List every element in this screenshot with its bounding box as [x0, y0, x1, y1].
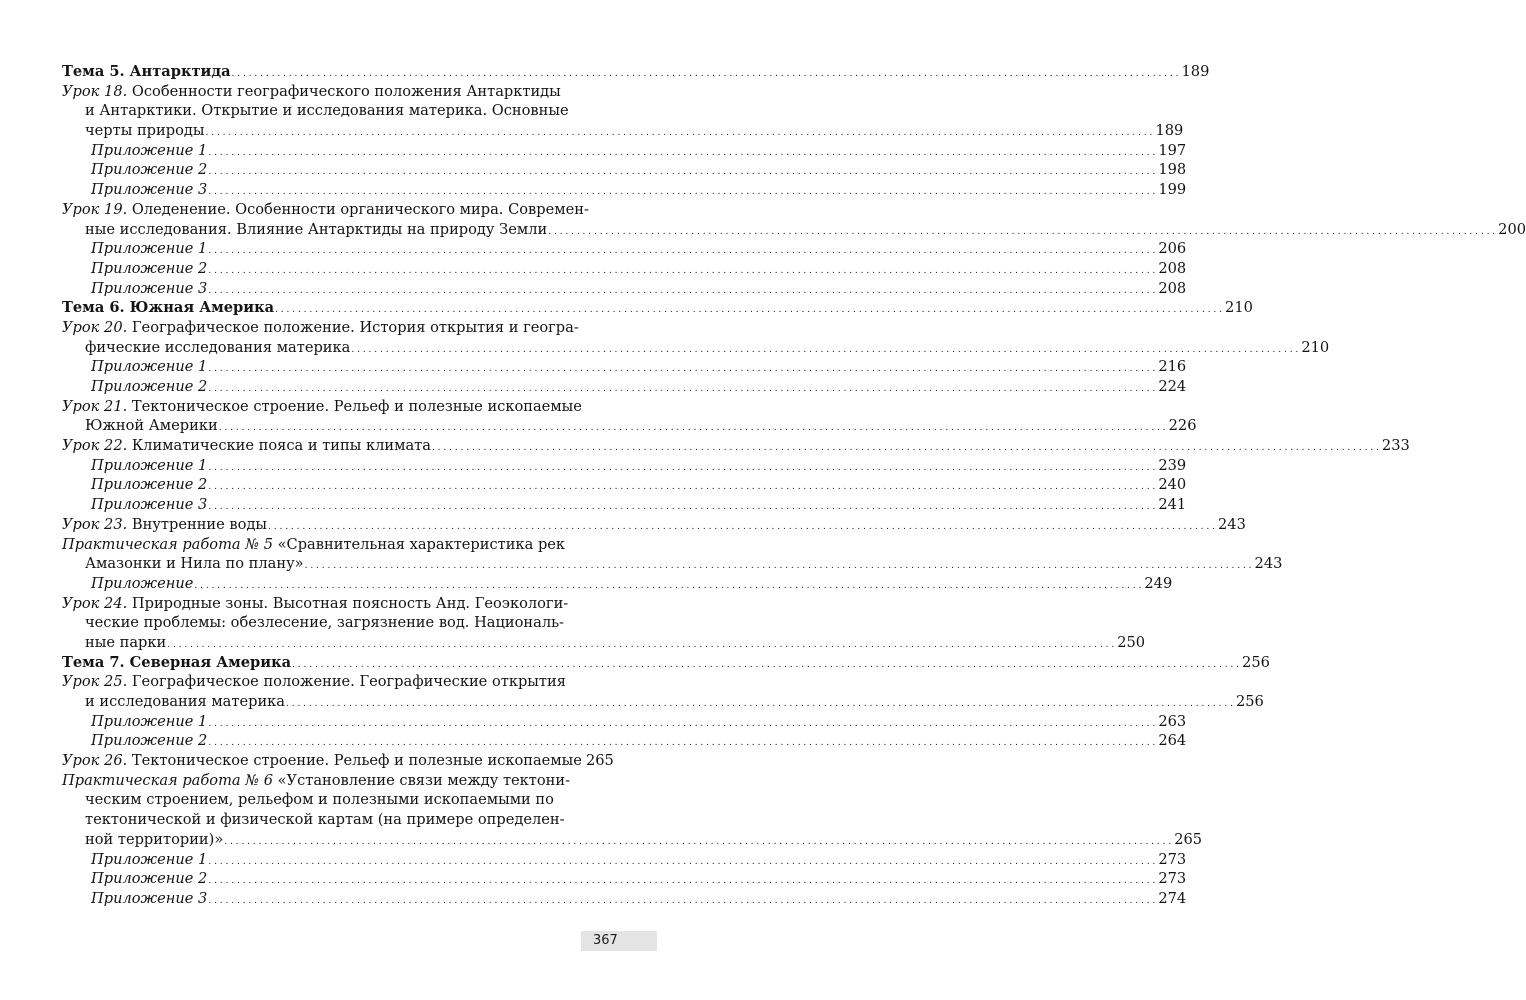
toc-line	[62, 377, 1187, 397]
toc-line	[62, 574, 1173, 594]
entry-text: черты природы	[85, 122, 205, 140]
appendix-label: Приложение 1	[91, 358, 208, 376]
lesson-label: Урок 20.	[62, 318, 128, 336]
toc-line	[62, 397, 597, 417]
toc-line	[62, 279, 1187, 299]
appendix-label: Приложение 1	[91, 141, 208, 159]
toc-line	[62, 731, 1187, 751]
page-ref: 265	[585, 752, 614, 770]
toc-entry	[62, 239, 1187, 259]
toc-entry	[62, 318, 1330, 357]
toc-line-text	[91, 869, 207, 889]
toc-line	[62, 101, 597, 121]
toc-entry	[62, 141, 1187, 161]
appendix-label: Приложение 3	[91, 279, 208, 297]
entry-text: Амазонки и Нила по плану»	[85, 555, 304, 573]
toc-entry	[62, 672, 1264, 711]
toc-line	[62, 633, 1146, 653]
toc-entry	[62, 62, 1210, 82]
toc-line-text	[91, 279, 207, 299]
toc-line	[62, 692, 1264, 712]
toc-line	[62, 889, 1187, 909]
toc-line	[62, 180, 1187, 200]
page-ref: 206	[1158, 240, 1187, 258]
toc-line-text	[91, 259, 207, 279]
entry-text: Географическое положение. Географические открытия	[131, 673, 566, 691]
entry-text: «Установление связи между тектони-	[277, 771, 571, 789]
appendix-label: Приложение	[91, 574, 194, 592]
page-ref: 200	[1498, 220, 1526, 238]
dot-leader	[208, 889, 1155, 912]
page-ref: 233	[1381, 437, 1410, 455]
toc-line-text	[91, 850, 207, 870]
lesson-label: Урок 26.	[62, 752, 128, 770]
page-ref: 210	[1225, 299, 1253, 317]
page-ref: 208	[1158, 259, 1187, 277]
toc-line	[62, 830, 1203, 850]
appendix-label: Приложение 3	[91, 889, 208, 907]
entry-text: тектонической и физической картам (на примере определен-	[85, 811, 565, 829]
toc-entry	[62, 160, 1187, 180]
page-ref: 198	[1158, 161, 1187, 179]
entry-text: ческим строением, рельефом и полезными ископаемыми по	[85, 791, 554, 809]
entry-text: фические исследования материка	[85, 338, 351, 356]
toc-entry	[62, 653, 1270, 673]
toc-line	[62, 869, 1187, 889]
toc-line-text	[62, 653, 291, 673]
toc-entry	[62, 82, 1184, 141]
toc-line	[62, 416, 1197, 436]
entry-text: и Антарктики. Открытие и исследования материка. Основные	[85, 102, 569, 120]
toc-line-text	[91, 712, 207, 732]
toc-line	[62, 436, 1410, 456]
toc-line-text	[85, 416, 218, 436]
toc-line-text	[91, 456, 207, 476]
toc-line-text	[62, 298, 274, 318]
entry-text: Тектоническое строение. Рельеф и полезные ископаемые	[131, 397, 582, 415]
entry-text: Климатические пояса и типы климата	[131, 437, 431, 455]
toc-line	[62, 535, 597, 555]
page-ref: 216	[1158, 358, 1187, 376]
toc-line	[62, 318, 597, 338]
appendix-label: Приложение 2	[91, 870, 208, 888]
page-ref: 208	[1158, 279, 1187, 297]
entry-text: ные парки	[85, 633, 167, 651]
toc-line	[62, 810, 597, 830]
table-of-contents	[62, 62, 1526, 909]
lesson-label: Практическая работа № 5	[62, 535, 273, 553]
toc-line	[62, 613, 597, 633]
page-ref: 274	[1158, 889, 1187, 907]
toc-entry	[62, 259, 1187, 279]
toc-line-text	[91, 495, 207, 515]
toc-line-text	[85, 220, 547, 240]
toc-entry	[62, 436, 1410, 456]
page-ref: 263	[1158, 712, 1187, 730]
toc-line	[62, 475, 1187, 495]
toc-entry	[62, 475, 1187, 495]
toc-line	[62, 751, 614, 771]
toc-entry	[62, 771, 1203, 850]
appendix-label: Приложение 1	[91, 456, 208, 474]
toc-line-text	[85, 830, 223, 850]
toc-line-text	[91, 889, 207, 909]
toc-entry	[62, 751, 614, 771]
entry-text: и исследования материка	[85, 693, 285, 710]
toc-entry	[62, 200, 1526, 239]
toc-line-text	[62, 436, 431, 456]
toc-line-text	[91, 475, 207, 495]
toc-line-text	[62, 62, 231, 82]
toc-line	[62, 338, 1330, 358]
toc-line-text	[62, 751, 582, 771]
toc-entry	[62, 456, 1187, 476]
theme-title: Тема 6. Южная Америка	[62, 299, 275, 317]
entry-text: «Сравнительная характеристика рек	[277, 535, 566, 553]
toc-line	[62, 82, 597, 102]
toc-line-text	[85, 554, 304, 574]
toc-line-text	[91, 141, 207, 161]
appendix-label: Приложение 2	[91, 259, 208, 277]
appendix-label: Приложение 2	[91, 732, 208, 750]
page-ref: 240	[1158, 476, 1187, 494]
appendix-label: Приложение 2	[91, 161, 208, 179]
page-ref: 199	[1158, 181, 1187, 199]
lesson-label: Урок 19.	[62, 200, 128, 218]
toc-entry	[62, 279, 1187, 299]
appendix-label: Приложение 1	[91, 240, 208, 258]
toc-line-text	[91, 377, 207, 397]
toc-line	[62, 850, 1187, 870]
toc-entry	[62, 298, 1253, 318]
page-ref: 264	[1158, 732, 1187, 750]
toc-entry	[62, 594, 1146, 653]
page-ref: 243	[1254, 555, 1283, 573]
toc-entry	[62, 397, 1197, 436]
toc-line	[62, 456, 1187, 476]
page-ref: 224	[1158, 378, 1187, 395]
toc-line-text	[91, 239, 207, 259]
lesson-label: Урок 18.	[62, 82, 128, 100]
page-ref: 250	[1117, 633, 1146, 651]
toc-entry	[62, 731, 1187, 751]
entry-text: Внутренние воды	[131, 515, 268, 533]
toc-line-text	[91, 731, 207, 751]
toc-line-text	[85, 633, 166, 653]
lesson-label: Урок 22.	[62, 437, 128, 455]
toc-line	[62, 515, 1246, 535]
entry-text: Оледенение. Особенности органического мира. Современ-	[131, 200, 589, 218]
lesson-label: Урок 23.	[62, 515, 128, 533]
entry-text: Тектоническое строение. Рельеф и полезные ископаемые	[131, 752, 582, 770]
appendix-label: Приложение 3	[91, 496, 208, 514]
appendix-label: Приложение 2	[91, 378, 208, 395]
toc-line	[62, 298, 1253, 318]
appendix-label: Приложение 2	[91, 476, 208, 494]
toc-entry	[62, 357, 1187, 377]
appendix-label: Приложение 1	[91, 850, 208, 868]
page-ref: 265	[1174, 830, 1203, 848]
page-ref: 210	[1301, 338, 1330, 356]
lesson-label: Урок 24.	[62, 594, 128, 612]
toc-line	[62, 239, 1187, 259]
page-ref: 256	[1235, 693, 1264, 710]
toc-line	[62, 495, 1187, 515]
page-ref: 189	[1155, 122, 1184, 140]
toc-entry	[62, 535, 1283, 574]
page-ref: 197	[1158, 141, 1187, 159]
theme-title: Тема 5. Антарктида	[62, 63, 231, 80]
toc-line	[62, 712, 1187, 732]
toc-line	[62, 121, 1184, 141]
page-ref: 189	[1181, 63, 1210, 80]
toc-line-text	[91, 574, 193, 594]
toc-line-text	[85, 121, 204, 141]
toc-line	[62, 200, 597, 220]
toc-line	[62, 554, 1283, 574]
page-ref: 273	[1158, 870, 1187, 888]
toc-line	[62, 790, 597, 810]
toc-entry	[62, 574, 1173, 594]
toc-entry	[62, 712, 1187, 732]
toc-line	[62, 771, 597, 791]
toc-line	[62, 653, 1270, 673]
theme-title: Тема 7. Северная Америка	[62, 653, 292, 671]
toc-line	[62, 62, 1210, 82]
entry-text: ческие проблемы: обезлесение, загрязнение вод. Националь-	[85, 614, 564, 632]
toc-entry	[62, 180, 1187, 200]
appendix-label: Приложение 3	[91, 181, 208, 199]
page-number: 367	[581, 931, 657, 951]
page-ref: 239	[1158, 456, 1187, 474]
lesson-label: Урок 21.	[62, 397, 128, 415]
toc-entry	[62, 889, 1187, 909]
toc-line	[62, 672, 597, 692]
appendix-label: Приложение 1	[91, 712, 208, 730]
toc-entry	[62, 515, 1246, 535]
page-ref: 256	[1242, 653, 1270, 671]
entry-text: Особенности географического положения Антарктиды	[131, 82, 561, 100]
toc-entry	[62, 495, 1187, 515]
toc-line	[62, 160, 1187, 180]
lesson-label: Урок 25.	[62, 673, 128, 691]
entry-text: Южной Америки	[85, 417, 218, 435]
lesson-label: Практическая работа № 6	[62, 771, 273, 789]
toc-line-text	[91, 180, 207, 200]
toc-entry	[62, 850, 1187, 870]
toc-line	[62, 594, 597, 614]
page-ref: 243	[1218, 515, 1246, 533]
toc-line-text	[91, 160, 207, 180]
entry-text: Географическое положение. История открытия и геогра-	[131, 318, 579, 336]
entry-text: ной территории)»	[85, 830, 224, 848]
toc-line-text	[91, 357, 207, 377]
toc-line	[62, 220, 1526, 240]
toc-line-text	[85, 692, 285, 712]
toc-entry	[62, 869, 1187, 889]
page-ref: 273	[1158, 850, 1187, 868]
toc-line-text	[62, 515, 267, 535]
page-ref: 249	[1144, 574, 1173, 592]
entry-text: Природные зоны. Высотная поясность Анд. Геоэкологи-	[131, 594, 569, 612]
entry-text: ные исследования. Влияние Антарктиды на природу Земли	[85, 220, 548, 238]
toc-line-text	[85, 338, 350, 358]
toc-line	[62, 259, 1187, 279]
toc-entry	[62, 377, 1187, 397]
toc-line	[62, 357, 1187, 377]
toc-line	[62, 141, 1187, 161]
page-ref: 241	[1158, 496, 1187, 514]
page-ref: 226	[1168, 417, 1197, 435]
